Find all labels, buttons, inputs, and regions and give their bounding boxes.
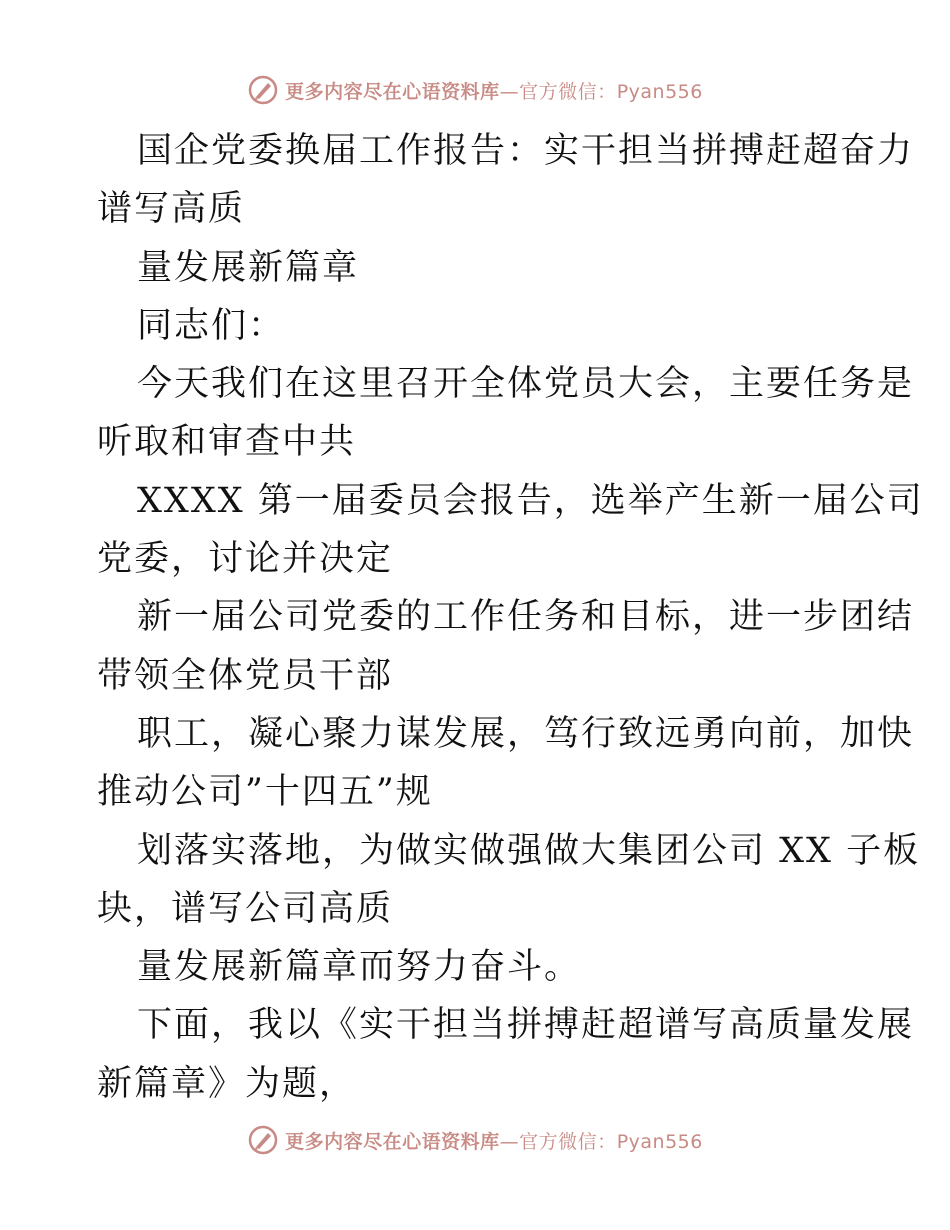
watermark-main-text: 更多内容尽在心语资料库: [285, 1130, 500, 1153]
paragraph-line: 新篇章》为题，: [97, 1063, 357, 1104]
paragraph-line: XXXX 第一届委员会报告，选举产生新一届公司: [137, 480, 924, 521]
paragraph-line: 块，谱写公司高质: [97, 888, 394, 929]
watermark-text: [285, 77, 703, 104]
paragraph-line: 推动公司”十四五”规: [97, 772, 433, 813]
paragraph-line: 量发展新篇章而努力奋斗。: [137, 947, 582, 988]
paragraph-line: 划落实落地，为做实做强做大集团公司 XX 子板: [137, 830, 921, 871]
document-salutation: 同志们：: [137, 305, 286, 346]
watermark-account: Pyan556: [616, 1130, 703, 1153]
watermark-text: [285, 1127, 703, 1154]
paragraph-line: 下面，我以《实干担当拼搏赶超谱写高质量发展: [137, 1005, 915, 1046]
watermark-account: Pyan556: [616, 80, 703, 103]
watermark-separator: —: [499, 80, 520, 103]
paragraph-line: 带领全体党员干部: [97, 655, 394, 696]
quill-pen-logo-icon: [247, 74, 279, 106]
quill-pen-logo-icon: [247, 1124, 279, 1156]
paragraph-line: 新一届公司党委的工作任务和目标，进一步团结: [137, 597, 915, 638]
header-watermark: [0, 70, 950, 110]
watermark-label: 官方微信：: [519, 80, 617, 103]
document-body: [97, 122, 924, 1113]
paragraph-line: 听取和审查中共: [97, 422, 357, 463]
watermark-label: 官方微信：: [519, 1130, 617, 1153]
paragraph-line: 职工，凝心聚力谋发展，笃行致远勇向前，加快: [137, 713, 915, 754]
document-title-line-1: 国企党委换届工作报告：实干担当拼搏赶超奋力: [137, 131, 915, 171]
paragraph-line: 党委，讨论并决定: [97, 539, 394, 580]
document-title-line-3: 量发展新篇章: [137, 247, 360, 288]
watermark-main-text: 更多内容尽在心语资料库: [285, 80, 500, 103]
document-title-line-2: 谱写高质: [97, 189, 246, 230]
footer-watermark: [0, 1120, 950, 1160]
paragraph-line: 今天我们在这里召开全体党员大会，主要任务是: [137, 364, 915, 405]
watermark-separator: —: [499, 1130, 520, 1153]
